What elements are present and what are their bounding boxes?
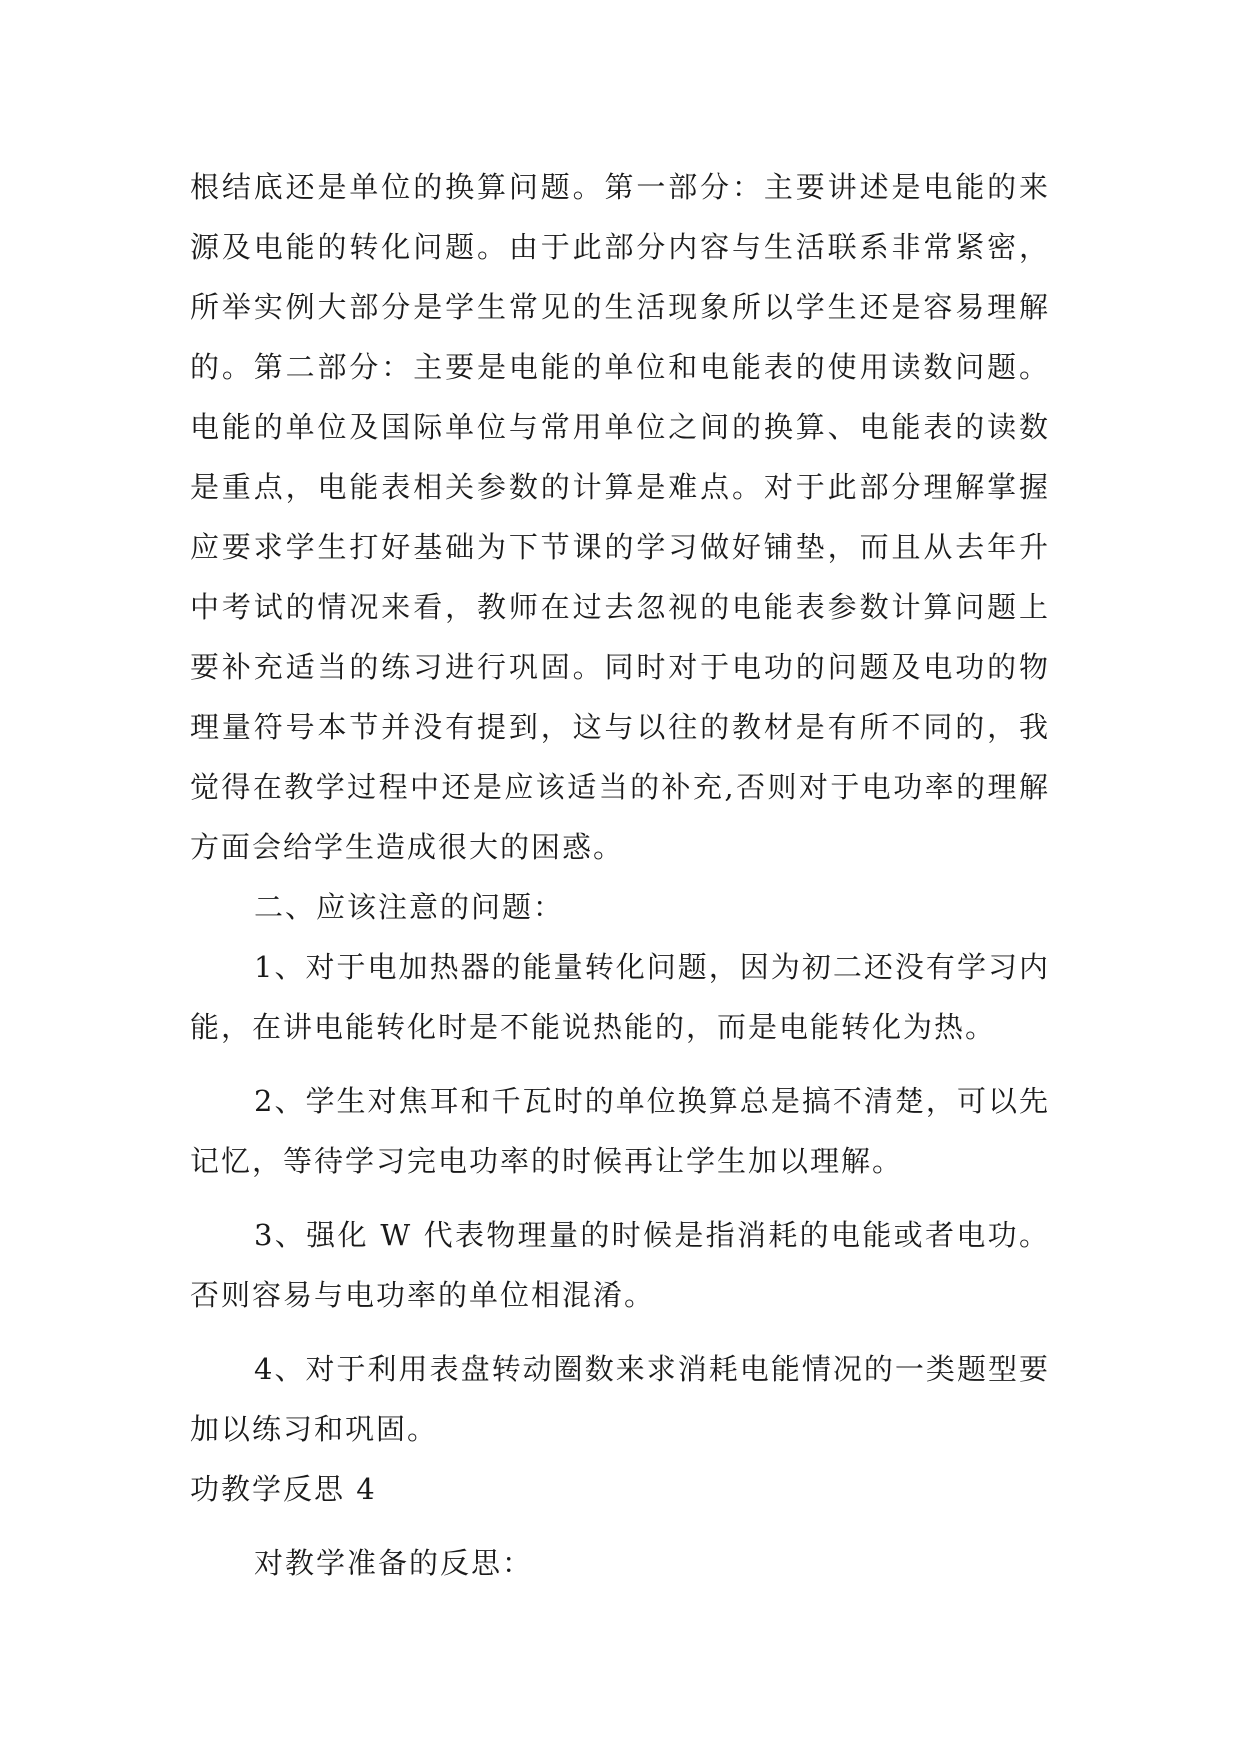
section-title: 功教学反思 4 bbox=[190, 1472, 377, 1506]
list-item-3: 3、强化 W 代表物理量的时候是指消耗的电能或者电功。否则容易与电功率的单位相混淆。 bbox=[190, 1218, 1050, 1312]
paragraph-intro: 根结底还是单位的换算问题。第一部分：主要讲述是电能的来源及电能的转化问题。由于此部分内容与生活联系非常紧密，所举实例大部分是学生常见的生活现象所以学生还是容易理解的。第二部分：主要是电能的单位和电能表的使用读数问题。电能的单位及国际单位与常用单位之间的换算、电能表的读数是重点，电能表相关参数的计算是难点。对于此部分理解掌握应要求学生打好基础为下节课的学习做好铺垫，而且从去年升中考试的情况来看，教师在过去忽视的电能表参数计算问题上要补充适当的练习进行巩固。同时对于电功的问题及电功的物理量符号本节并没有提到，这与以往的教材是有所不同的，我觉得在教学过程中还是应该适当的补充,否则对于电功率的理解方面会给学生造成很大的困惑。 bbox=[190, 170, 1050, 864]
list-item-2: 2、学生对焦耳和千瓦时的单位换算总是搞不清楚，可以先记忆，等待学习完电功率的时候再让学生加以理解。 bbox=[190, 1084, 1050, 1178]
document-body bbox=[190, 157, 1050, 1593]
list-item-1: 1、对于电加热器的能量转化问题，因为初二还没有学习内能，在讲电能转化时是不能说热能的，而是电能转化为热。 bbox=[190, 950, 1050, 1044]
section-heading-issues: 二、应该注意的问题： bbox=[254, 890, 565, 924]
list-item-4: 4、对于利用表盘转动圈数来求消耗电能情况的一类题型要加以练习和巩固。 bbox=[190, 1352, 1050, 1446]
paragraph-teaching-prep: 对教学准备的反思： bbox=[254, 1546, 534, 1580]
